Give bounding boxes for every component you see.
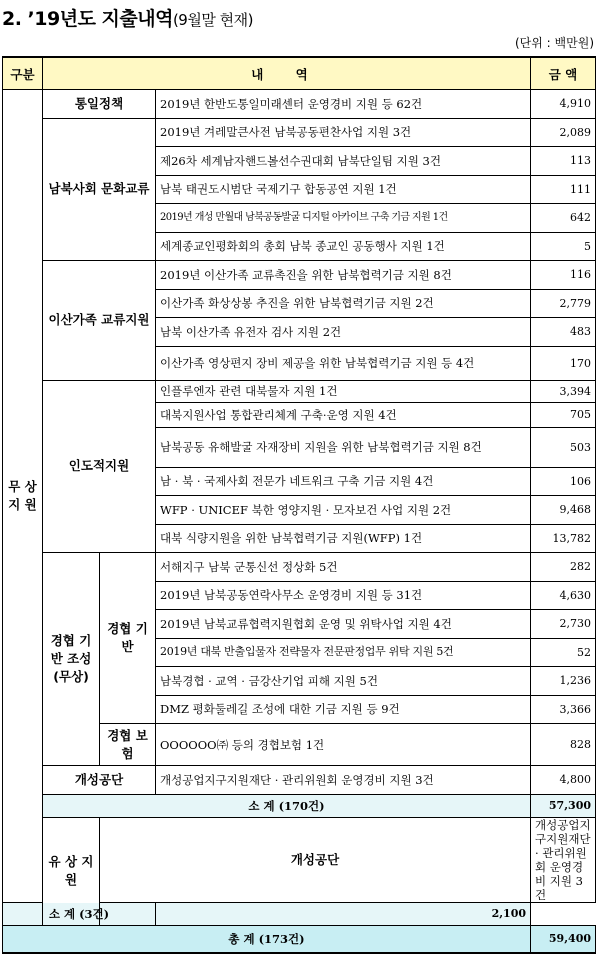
table-row: 대북 식량지원을 위한 남북협력기금 지원(WFP) 1건 13,782 — [3, 524, 596, 553]
group-humanitarian: 인도적지원 — [43, 380, 156, 553]
subgroup-economic-base: 경협 기반 — [100, 553, 156, 724]
table-row: 이산가족 교류지원 2019년 이산가족 교류촉진을 위한 남북협력기금 지원 8건 116 — [3, 261, 596, 290]
table-row: 경협 보험 OOOOOO㈜ 등의 경협보험 1건 828 — [3, 724, 596, 766]
header-amount: 금 액 — [531, 57, 596, 90]
grand-total-label: 총 계 (173건) — [3, 925, 531, 953]
table-row: 이산가족 화상상봉 추진을 위한 남북협력기금 지원 2건 2,779 — [3, 289, 596, 318]
page-title: 2. ’19년도 지출내역(9월말 현재) — [2, 8, 253, 30]
group-gaesong-paid: 개성공단 — [100, 817, 531, 902]
table-row: 2019년 개성 만월대 남북공동발굴 디지털 아카이브 구축 기금 지원 1건 642 — [3, 204, 596, 233]
expenditure-table — [2, 56, 596, 954]
table-row: 남북 태권도시범단 국제기구 합동공연 지원 1건 111 — [3, 175, 596, 204]
grand-total-amount: 59,400 — [531, 925, 596, 953]
group-gaesong-free: 개성공단 — [43, 766, 156, 795]
table-row: 남북 이산가족 유전자 검사 지원 2건 483 — [3, 318, 596, 347]
group-separated-families: 이산가족 교류지원 — [43, 261, 156, 381]
table-row: 대북지원사업 통합관리체계 구축·운영 지원 4건 705 — [3, 402, 596, 427]
table-row: 이산가족 영상편지 장비 제공을 위한 남북협력기금 지원 등 4건 170 — [3, 346, 596, 380]
group-social-culture: 남북사회 문화교류 — [43, 118, 156, 261]
table-row: 제26차 세계남자핸드볼선수권대회 남북단일팀 지원 3건 113 — [3, 147, 596, 176]
table-row: DMZ 평화둘레길 조성에 대한 기금 지원 등 9건 3,366 — [3, 695, 596, 724]
table-row: 남북경협 · 교역 · 금강산기업 피해 지원 5건 1,236 — [3, 667, 596, 696]
table-row: 남북공동 유해발굴 자재장비 지원을 위한 남북협력기금 지원 8건 503 — [3, 427, 596, 467]
table-row: 무 상 지 원 통일정책 2019년 한반도통일미래센터 운영경비 지원 등 62건 4,910 — [3, 90, 596, 119]
group-unification-policy: 통일정책 — [43, 90, 156, 119]
category-paid-aid: 유 상 지 원 — [43, 817, 100, 925]
group-economic-cooperation: 경협 기반 조성 (무상) — [43, 553, 100, 766]
subtotal-label: 소 계 (3건) — [3, 902, 156, 925]
subtotal-row-paid — [3, 902, 596, 925]
subgroup-economic-insurance: 경협 보험 — [100, 724, 156, 766]
subtotal-label: 소 계 (170건) — [43, 794, 531, 817]
table-row: 개성공단 개성공업지구지원재단 · 관리위원회 운영경비 지원 3건 4,800 — [3, 766, 596, 795]
table-row: 2019년 남북공동연락사무소 운영경비 지원 등 31건 4,630 — [3, 581, 596, 610]
table-row: 2019년 대북 반출입물자 전략물자 전문판정업무 위탁 지원 5건 52 — [3, 638, 596, 667]
table-row: 남 · 북 · 국제사회 전문가 네트워크 구축 기금 지원 4건 106 — [3, 467, 596, 496]
grand-total-row — [3, 925, 596, 953]
header-category: 구분 — [3, 57, 43, 90]
header-description: 내 역 — [43, 57, 531, 90]
subtotal-amount: 2,100 — [156, 902, 531, 925]
table-row: WFP · UNICEF 북한 영양지원 · 모자보건 사업 지원 2건 9,468 — [3, 496, 596, 525]
subtotal-row-free — [3, 794, 596, 817]
header-row — [3, 57, 596, 90]
table-row: 경협 기반 조성 (무상) 경협 기반 서해지구 남북 군통신선 정상화 5건 282 — [3, 553, 596, 582]
unit-label: (단위 : 백만원) — [515, 36, 594, 50]
table-row: 인도적지원 인플루엔자 관련 대북물자 지원 1건 3,394 — [3, 380, 596, 402]
table-row: 2019년 남북교류협력지원협회 운영 및 위탁사업 지원 4건 2,730 — [3, 610, 596, 639]
table-row: 유 상 지 원 개성공단 개성공업지구지원재단 · 관리위원회 운영경비 지원 3건 — [3, 817, 596, 902]
table-row: 세계종교인평화회의 총회 남북 종교인 공동행사 지원 1건 5 — [3, 232, 596, 261]
subtotal-amount: 57,300 — [531, 794, 596, 817]
table-row: 남북사회 문화교류 2019년 겨레말큰사전 남북공동편찬사업 지원 3건 2,089 — [3, 118, 596, 147]
category-free-aid: 무 상 지 원 — [3, 90, 43, 903]
